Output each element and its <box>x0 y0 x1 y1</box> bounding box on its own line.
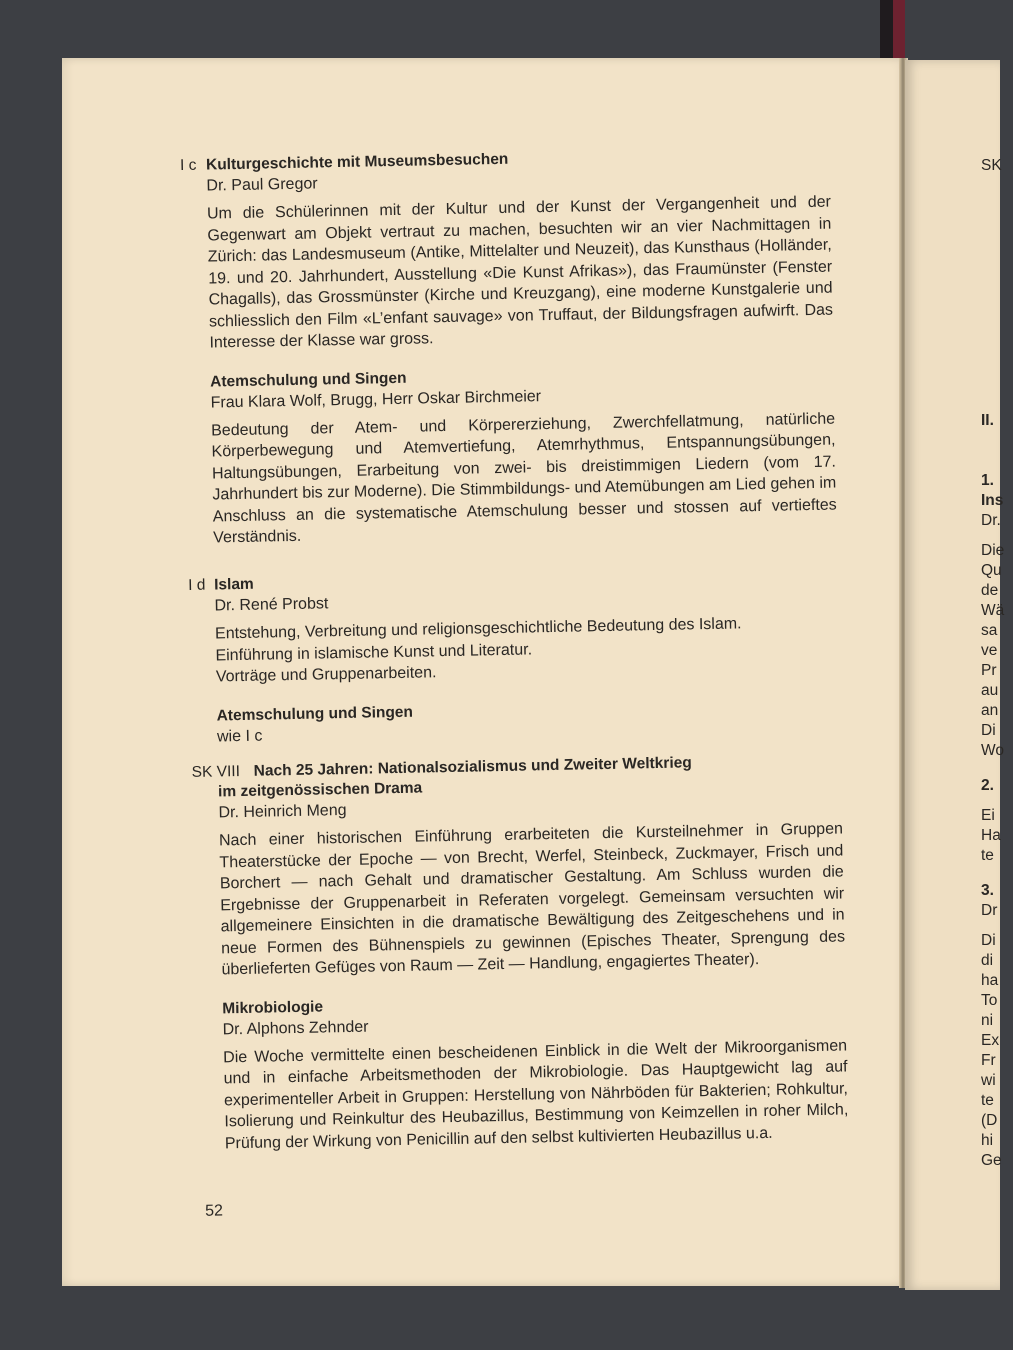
right-page-fragment: Ha <box>981 827 1001 844</box>
section-title: Nach 25 Jahren: Nationalsozialismus und Zweiter Weltkrieg <box>253 754 692 780</box>
right-page-fragment: hi <box>981 1132 994 1149</box>
right-page-fragment: (D <box>981 1112 998 1129</box>
right-page-fragment: Ei <box>981 807 995 824</box>
right-page-fragment: Ge <box>981 1152 1002 1169</box>
right-page-fragment: de <box>981 582 999 599</box>
section-text-line: Einführung in islamische Kunst und Literatur. <box>215 640 533 664</box>
right-page-fragment: SK <box>981 157 1002 174</box>
right-page-fragment: Die <box>981 542 1005 559</box>
section-marker: I c <box>179 156 197 175</box>
section-marker: I d <box>187 576 206 594</box>
right-page-fragment: To <box>981 992 998 1009</box>
section-text-line: Vorträge und Gruppenarbeiten. <box>215 664 437 686</box>
section-text: Nach einer historischen Einführung erarbeiteten die Kursteilnehmer in Gruppen Theaterstücke der Epoche — von Brecht, Werfel, Steinbeck, Zuckmayer, Frisch und Borchert — nach Gehalt und dramatischer Gestaltung. Am Schluss wurden die Ergebnisse der Gruppenarbeit in Referaten vorgelegt. Gemeinsam versuchten wir allgemeinere Einsichten in die dramatische Bewältigung des Zeitgeschehens und in neue Formen des Bühnenspiels zu gewinnen (Episches Theater, Sprengung des überlieferten Gefüges von Raum — Zeit — Handlung, engagiertes Theater). <box>218 820 846 979</box>
right-page-fragment: sa <box>981 622 998 639</box>
right-page-fragment: Ins <box>981 492 1004 509</box>
right-page-fragment: Pr <box>981 662 997 679</box>
right-page-fragment: Qu <box>981 562 1002 579</box>
section-author: Dr. Heinrich Meng <box>218 801 347 822</box>
right-page-fragment: te <box>981 1092 994 1109</box>
right-page-fragment: Di <box>981 932 996 949</box>
section-ic <box>180 144 837 550</box>
subsection-title: Atemschulung und Singen <box>210 369 407 391</box>
right-page-fragment: Dr. <box>981 512 1001 529</box>
right-page-fragment: 2. <box>981 777 994 794</box>
subsection-mikrobiologie <box>222 987 849 1154</box>
right-page-fragment: an <box>981 702 999 719</box>
section-title: Islam <box>213 575 254 594</box>
subsection-author: wie I c <box>216 727 263 745</box>
subsection-atemschulung <box>216 694 841 747</box>
subsection-title: Atemschulung und Singen <box>216 703 414 724</box>
subsection-text: Die Woche vermittelte einen bescheidenen Einblick in die Welt der Mikroorganismen und in einfache Arbeitsmethoden der Mikrobiologie. Das Hauptgewicht lag auf experimenteller Arbeit in Gruppen: Herstellung von Nährböden für Bakterien; Rohkultur, Isolierung und Reinkultur des Heubazillus, Bestimmung von Keimzellen in roher Milch, Prüfung der Wirkung von Penicillin auf den selbst kultivierten Heubazillus u.a. <box>223 1036 849 1152</box>
right-page-fragment: 1. <box>981 472 994 489</box>
subsection-title: Mikrobiologie <box>222 997 324 1017</box>
right-page-fragment: Dr <box>981 902 998 919</box>
right-page-fragment: II. <box>981 412 994 429</box>
section-id <box>188 563 841 747</box>
section-text-line: Entstehung, Verbreitung und religionsgeschichtliche Bedeutung des Islam. <box>214 615 742 643</box>
right-page-fragment: ni <box>981 1012 994 1029</box>
section-title: Kulturgeschichte mit Museumsbesuchen <box>205 150 509 174</box>
section-sk-viii <box>192 750 849 1154</box>
right-page-fragment: Wo <box>981 742 1004 759</box>
section-author: Dr. Paul Gregor <box>206 175 318 195</box>
subsection-atemschulung <box>210 360 837 549</box>
section-marker: SK VIII <box>191 763 241 781</box>
subsection-text: Bedeutung der Atem- und Körpererziehung, Zwerchfellatmung, natürliche Körperbewegung und Atemvertiefung, Atemrhythmus, Entspannungsübungen, Haltungsübungen, Erarbeitung von zwei- bis dreistimmigen Liedern (vom 17. Jahrhundert bis zur Moderne). Die Stimmbildungs- und Atemübungen am Lied gehen im Anschluss an die systematische Atemschulung besser und stossen auf vertieftes Verständnis. <box>210 410 837 547</box>
subsection-author: Frau Klara Wolf, Brugg, Herr Oskar Birchmeier <box>210 387 542 412</box>
right-page-fragment: ha <box>981 972 999 989</box>
right-page-fragment: wi <box>981 1072 996 1089</box>
right-page-fragment: ve <box>981 642 998 659</box>
right-page-fragment: Fr <box>981 1052 996 1069</box>
section-author: Dr. René Probst <box>214 595 329 615</box>
section-text: Um die Schülerinnen mit der Kultur und der Kunst der Vergangenheit und der Gegenwart am Objekt vertraut zu machen, besuchten wir an vier Nachmittagen in Zürich: das Landesmuseum (Antike, Mittelalter und Neuzeit), das Kunsthaus (Holländer, 19. und 20. Jahrhundert, Ausstellung «Die Kunst Afrikas»), das Fraumünster (Fenster Chagalls), das Grossmünster (Kirche und Kreuzgang), eine moderne Kunstgalerie und schliesslich den Film «L’enfant sauvage» von Truffaut, der Bildungsfragen aufwirft. Das Interesse der Klasse war gross. <box>206 193 834 352</box>
subsection-author: Dr. Alphons Zehnder <box>222 1018 369 1038</box>
right-page-fragment: 3. <box>981 882 994 899</box>
right-page-fragment: te <box>981 847 994 864</box>
right-page-fragment: au <box>981 682 999 699</box>
right-page-fragment: di <box>981 952 994 969</box>
right-page-fragment: Wä <box>981 602 1005 619</box>
section-title-continued: im zeitgenössischen Drama <box>217 779 423 801</box>
section-text <box>215 611 840 687</box>
right-page-fragment: Di <box>981 722 996 739</box>
page-number: 52 <box>204 1202 224 1220</box>
right-page-fragment: Ex <box>981 1032 1000 1049</box>
